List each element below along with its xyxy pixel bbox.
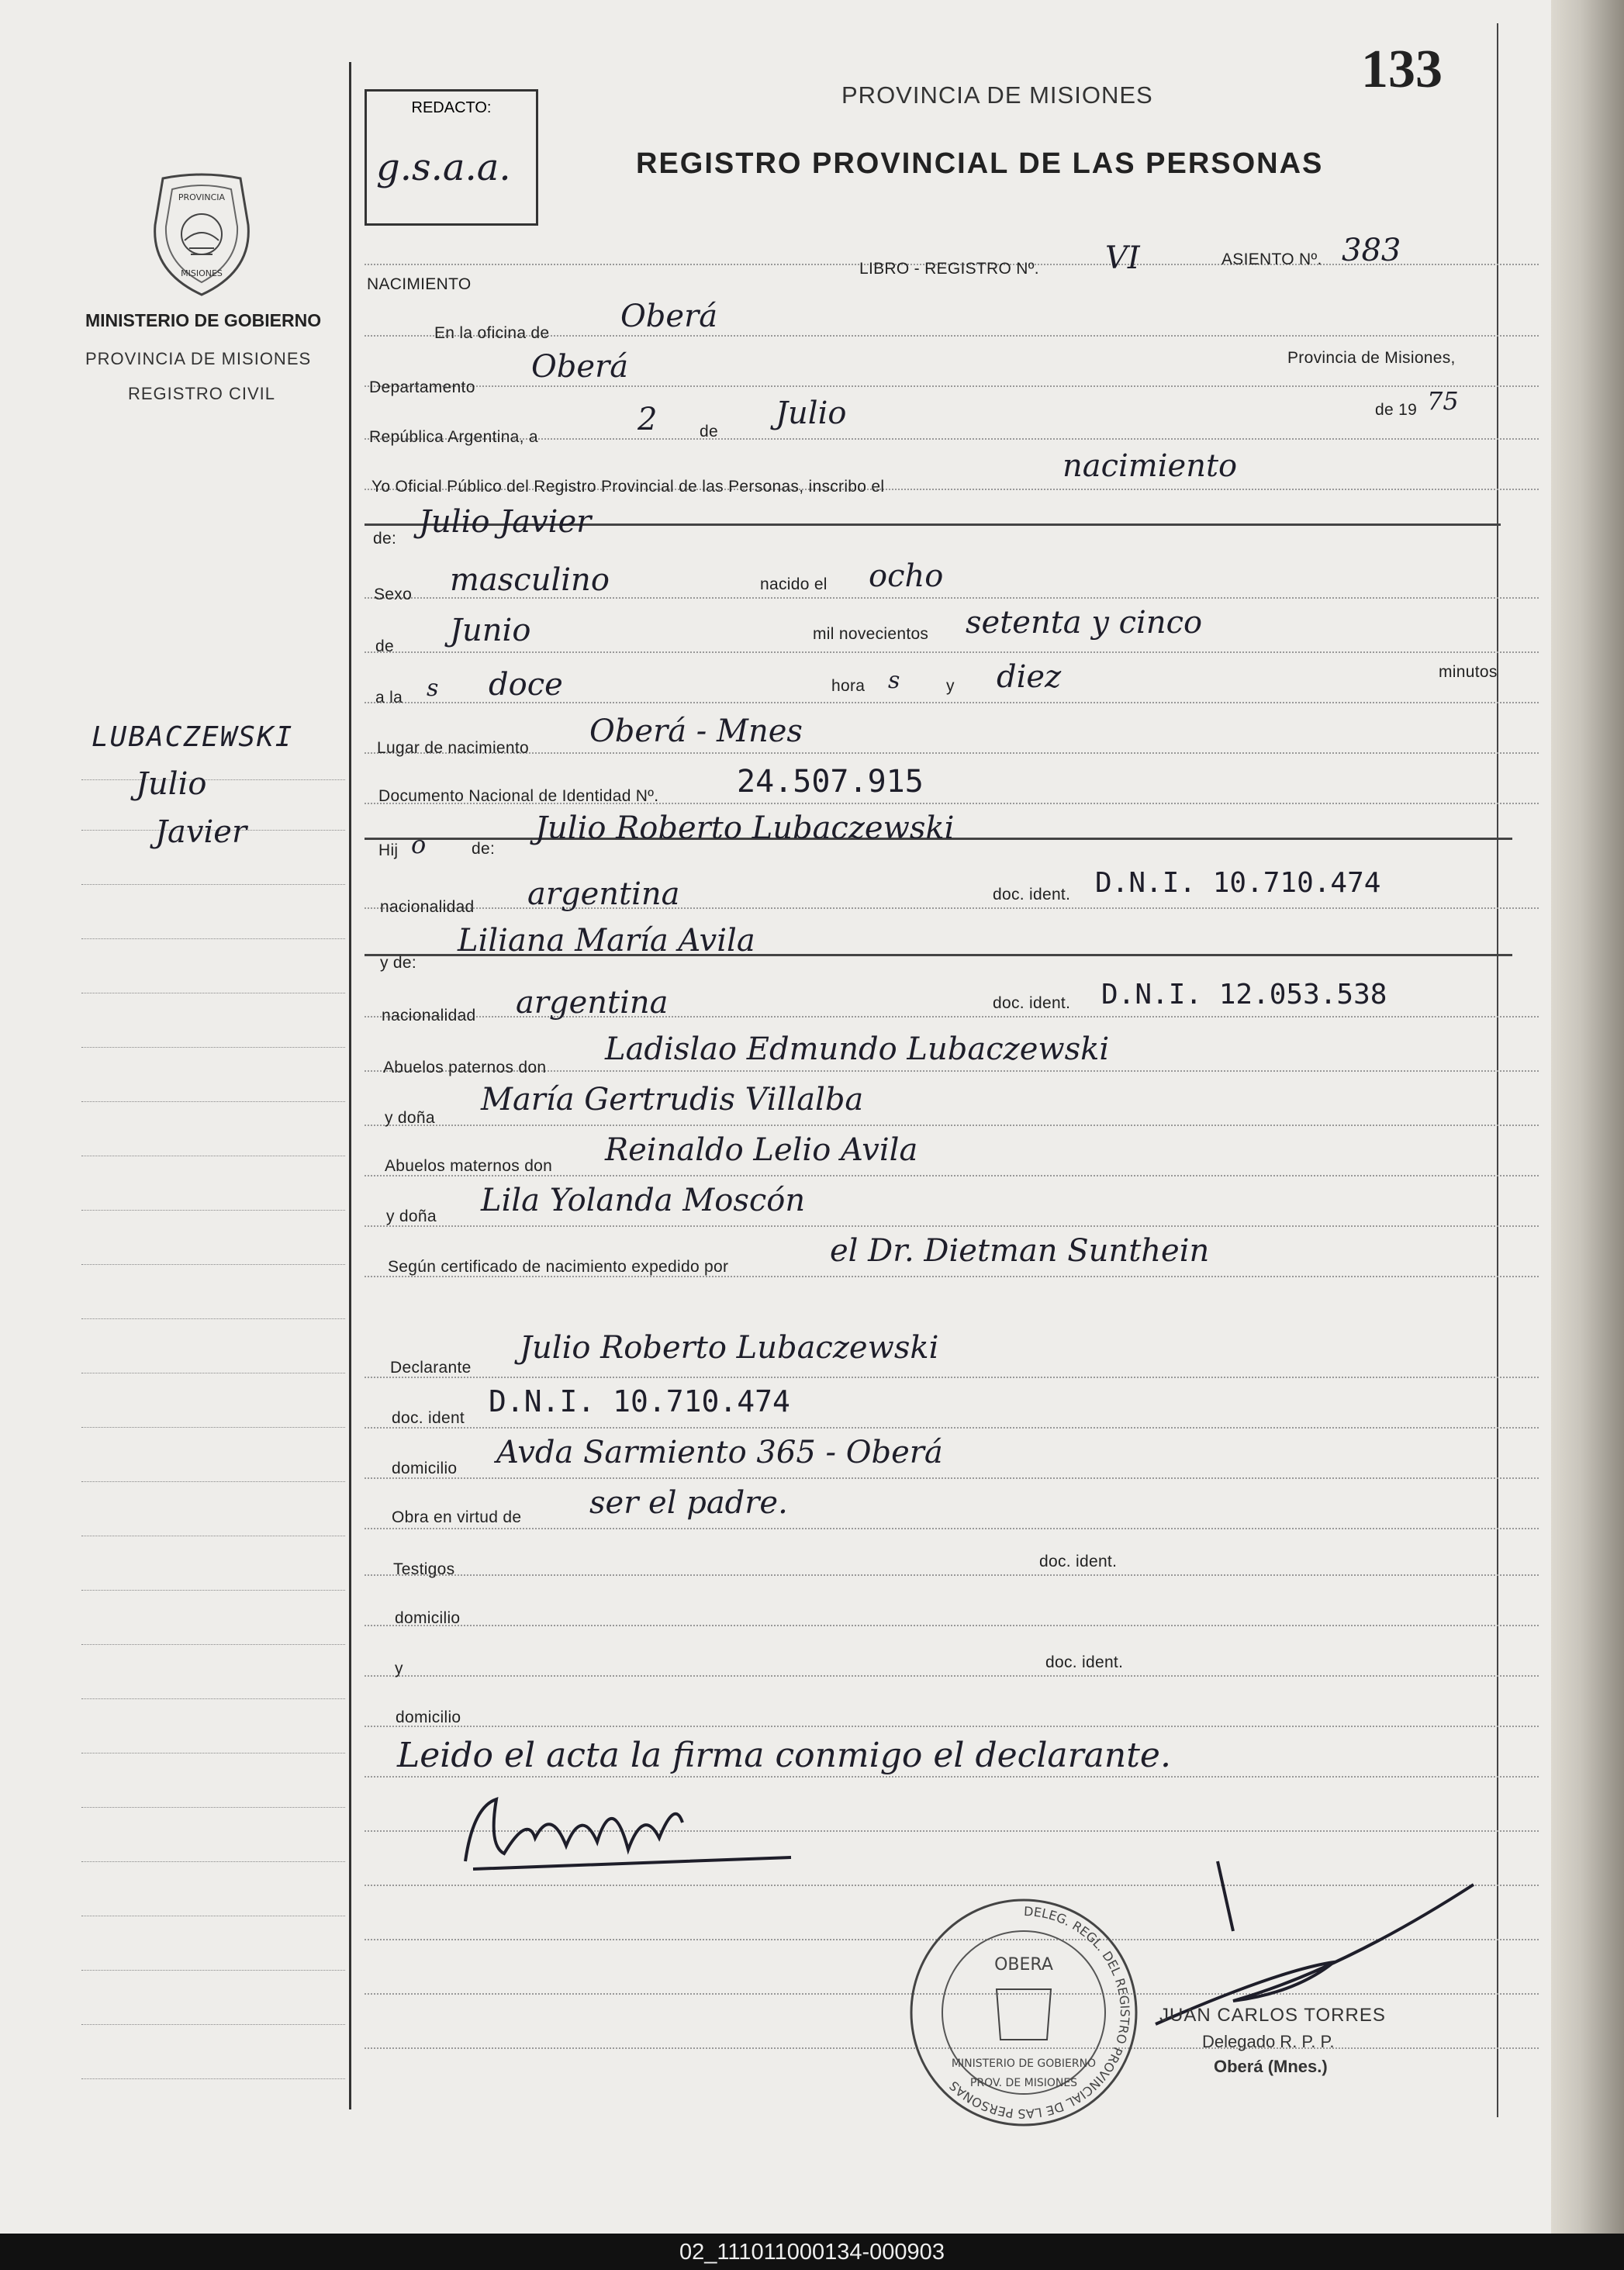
doc-ident-label: doc. ident <box>392 1409 465 1427</box>
redacto-initials: g.s.a.a. <box>376 146 511 189</box>
crest-icon <box>140 171 264 302</box>
doc-label: doc. ident. <box>993 886 1071 904</box>
margin-second-name: Javier <box>155 814 247 850</box>
anio-value: 75 <box>1427 386 1459 416</box>
sexo-value: masculino <box>450 562 610 598</box>
form-line <box>365 1377 1539 1378</box>
margin-line <box>81 1698 345 1699</box>
testigos-domicilio-label: domicilio <box>395 1609 461 1627</box>
seal-province-text: PROV. DE MISIONES <box>969 2077 1078 2089</box>
alas-label: a la <box>375 689 403 707</box>
margin-line <box>81 1427 345 1428</box>
official-name: JUAN CARLOS TORRES <box>1159 2005 1386 2026</box>
margin-line <box>81 1970 345 1971</box>
provincia-left-label: PROVINCIA DE MISIONES <box>85 349 312 368</box>
form-line <box>365 1726 1539 1727</box>
yde-label: y de: <box>380 954 417 972</box>
departamento-value: Oberá <box>531 349 629 385</box>
margin-line <box>81 2078 345 2079</box>
page-edge <box>1551 0 1624 2234</box>
declarante-value: Julio Roberto Lubaczewski <box>520 1330 939 1366</box>
margin-line <box>81 1481 345 1482</box>
de-label: de <box>700 423 718 441</box>
libro-value: VI <box>1105 240 1140 276</box>
form-line <box>365 752 1539 754</box>
asiento-label: ASIENTO Nº. <box>1221 250 1322 268</box>
nacionalidad-madre-label: nacionalidad <box>382 1007 476 1024</box>
doc-madre-value: D.N.I. 12.053.538 <box>1101 979 1387 1011</box>
hijo-label: Hij <box>378 841 399 859</box>
form-line <box>365 651 1539 653</box>
republica-label: República Argentina, a <box>369 428 538 446</box>
abuelo-materno-value: Reinaldo Lelio Avila <box>605 1132 918 1168</box>
testigos-label: Testigos <box>393 1560 455 1578</box>
alas-value: s <box>427 675 439 702</box>
provincia-misiones-label: Provincia de Misiones, <box>1287 349 1456 367</box>
form-line <box>365 1528 1539 1529</box>
registro-civil-label: REGISTRO CIVIL <box>128 384 276 403</box>
padre-value: Julio Roberto Lubaczewski <box>535 810 955 846</box>
oficina-label: En la oficina de <box>434 324 550 342</box>
doc-madre-label: doc. ident. <box>993 994 1071 1012</box>
testigos2-doc-label: doc. ident. <box>1045 1653 1124 1671</box>
y2-label: y <box>395 1660 403 1677</box>
page-number: 133 <box>1361 40 1443 99</box>
declarant-signature <box>442 1776 807 1892</box>
margin-first-name: Julio <box>136 766 207 802</box>
registry-seal-icon <box>904 1892 1144 2133</box>
certificado-value: el Dr. Dietman Sunthein <box>830 1233 1210 1269</box>
nac-padre-value: argentina <box>527 876 680 912</box>
nacionalidad-label: nacionalidad <box>380 898 475 916</box>
official-place: Oberá (Mnes.) <box>1214 2057 1328 2076</box>
minutos-label: minutos <box>1439 663 1498 681</box>
nacido-label: nacido el <box>760 575 828 593</box>
form-line <box>365 1625 1539 1626</box>
leido-text: Leido el acta la firma conmigo el declarante. <box>397 1736 1171 1775</box>
form-line <box>365 1225 1539 1227</box>
anio-nac-value: setenta y cinco <box>966 605 1203 641</box>
margin-line <box>81 1807 345 1808</box>
nacido-value: ocho <box>869 558 944 594</box>
seal-outer-text: DELEG. REGL. DEL REGISTRO PROVINCIAL DE LAS PERSONAS <box>946 1903 1132 2122</box>
oficial-value: nacimiento <box>1063 448 1238 484</box>
sexo-label: Sexo <box>374 586 413 603</box>
mil-label: mil novecientos <box>813 625 929 643</box>
de3-label: de: <box>472 840 496 858</box>
lugar-value: Oberá - Mnes <box>589 713 803 749</box>
margin-surname: LUBACZEWSKI <box>92 721 294 753</box>
provincia-header: PROVINCIA DE MISIONES <box>841 81 1153 109</box>
ydona-materna-label: y doña <box>386 1208 437 1225</box>
doc-padre-value: D.N.I. 10.710.474 <box>1095 867 1381 899</box>
margin-line <box>81 938 345 939</box>
abuelos-maternos-label: Abuelos maternos don <box>385 1157 553 1175</box>
nacimiento-label: NACIMIENTO <box>367 275 472 293</box>
registro-title: REGISTRO PROVINCIAL DE LAS PERSONAS <box>636 147 1324 180</box>
crest-top-text: PROVINCIA <box>178 192 226 202</box>
seal-ministry-text: MINISTERIO DE GOBIERNO <box>951 2058 1097 2070</box>
ministerio-label: MINISTERIO DE GOBIERNO <box>85 310 322 330</box>
abuela-materna-value: Lila Yolanda Moscón <box>481 1183 806 1218</box>
margin-line <box>81 1318 345 1319</box>
margin-line <box>81 1101 345 1102</box>
margin-rule <box>349 62 351 2109</box>
nac-madre-value: argentina <box>516 985 669 1021</box>
hora-value: doce <box>489 667 563 703</box>
form-line <box>365 385 1539 387</box>
mes-nac-value: Junio <box>450 613 531 648</box>
abuela-paterna-value: María Gertrudis Villalba <box>481 1082 864 1118</box>
dia-value: 2 <box>638 402 658 437</box>
oficina-value: Oberá <box>620 299 718 334</box>
y-label: y <box>946 677 955 695</box>
scan-id: 02_111011000134-000903 <box>679 2240 945 2265</box>
form-line <box>365 1675 1539 1677</box>
margin-line <box>81 2024 345 2025</box>
margin-line <box>81 1644 345 1645</box>
horas-label: hora <box>831 677 866 695</box>
obra-value: ser el padre. <box>589 1485 788 1521</box>
form-line <box>365 1477 1539 1479</box>
mes-value: Julio <box>776 396 847 431</box>
horas-value: s <box>888 667 900 694</box>
madre-value: Liliana María Avila <box>458 923 755 959</box>
domicilio-label: domicilio <box>392 1460 458 1477</box>
nombre-value: Julio Javier <box>419 504 592 540</box>
declarante-label: Declarante <box>390 1359 472 1377</box>
de-name-label: de: <box>373 530 397 548</box>
form-line <box>365 1125 1539 1126</box>
testigos2-domicilio-label: domicilio <box>396 1709 461 1726</box>
testigos-doc-label: doc. ident. <box>1039 1553 1118 1570</box>
ydona-paterna-label: y doña <box>385 1109 435 1127</box>
oficial-label: Yo Oficial Público del Registro Provincial de las Personas, inscribo el <box>371 478 885 496</box>
margin-line <box>81 1210 345 1211</box>
dni-label: Documento Nacional de Identidad Nº. <box>378 787 659 805</box>
abuelo-paterno-value: Ladislao Edmundo Lubaczewski <box>605 1031 1110 1067</box>
minutos-value: diez <box>997 659 1062 695</box>
obra-label: Obra en virtud de <box>392 1508 522 1526</box>
margin-line <box>81 1590 345 1591</box>
hijo-value: o <box>411 830 427 859</box>
departamento-label: Departamento <box>369 378 475 396</box>
asiento-value: 383 <box>1342 233 1401 268</box>
margin-line <box>81 1264 345 1265</box>
abuelos-paternos-label: Abuelos paternos don <box>383 1059 547 1076</box>
dni-value: 24.507.915 <box>737 764 924 800</box>
form-line <box>365 1574 1539 1576</box>
certificado-label: Según certificado de nacimiento expedido por <box>388 1258 729 1276</box>
crest-bottom-text: MISIONES <box>181 268 223 278</box>
redacto-box <box>365 89 538 226</box>
form-line <box>365 438 1539 440</box>
margin-line <box>81 779 345 780</box>
libro-label: LIBRO - REGISTRO Nº. <box>859 260 1039 278</box>
margin-line <box>81 1861 345 1862</box>
official-title: Delegado R. P. P. <box>1202 2032 1335 2051</box>
seal-city-text: OBERA <box>994 1955 1053 1975</box>
doc-declarante-value: D.N.I. 10.710.474 <box>489 1384 790 1418</box>
scan-footer <box>0 2234 1624 2270</box>
redacto-label: REDACTO: <box>411 99 492 116</box>
de2-label: de <box>375 637 394 655</box>
lugar-label: Lugar de nacimiento <box>377 739 529 757</box>
anio-label: de 19 <box>1375 401 1418 419</box>
domicilio-value: Avda Sarmiento 365 - Oberá <box>496 1435 943 1470</box>
form-line <box>365 1427 1539 1429</box>
margin-line <box>81 1047 345 1048</box>
margin-line <box>81 884 345 885</box>
